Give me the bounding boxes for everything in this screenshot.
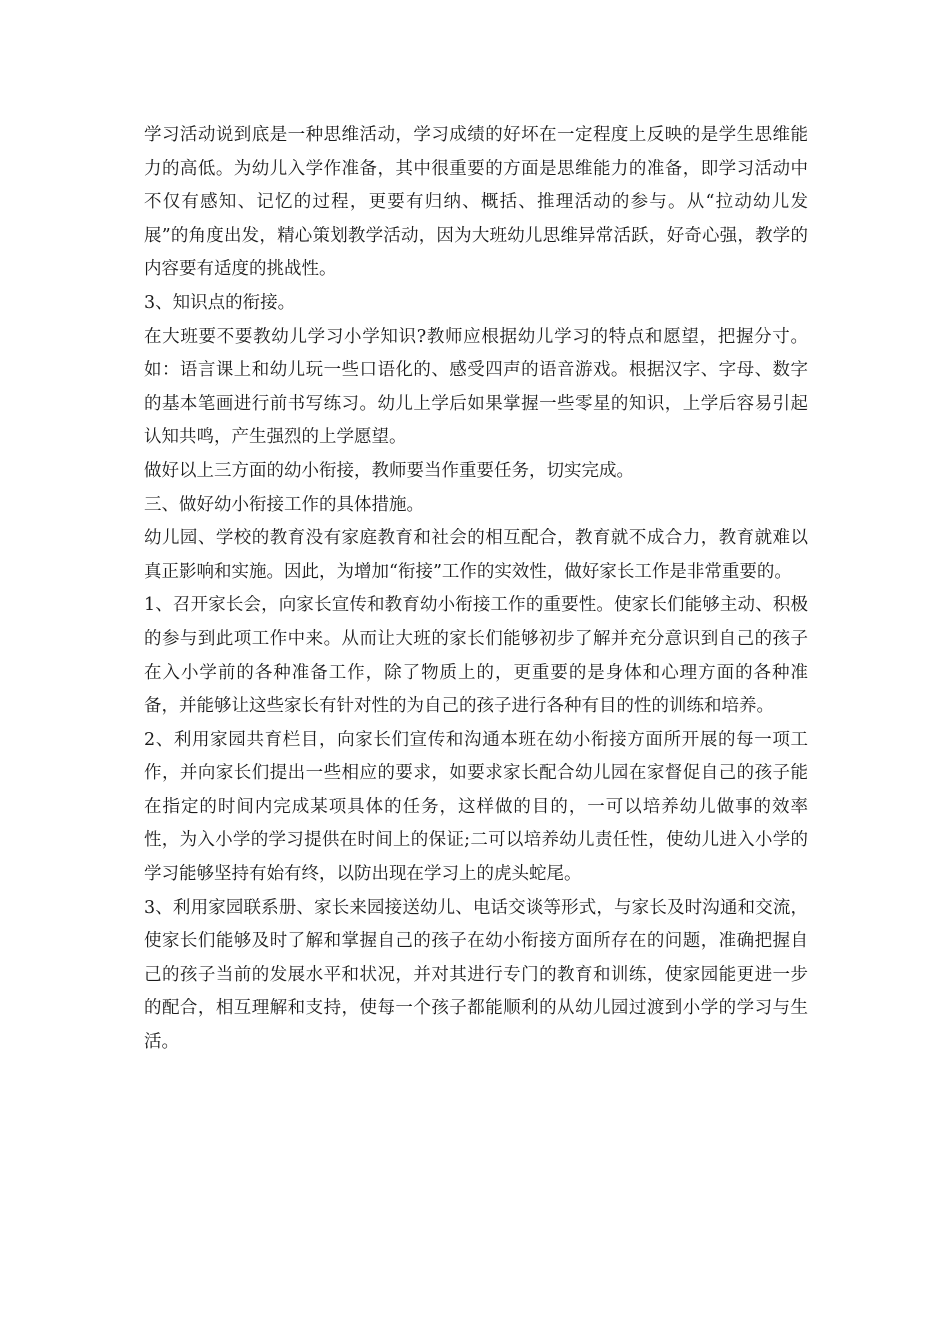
heading-knowledge-connection: 3、知识点的衔接。 — [144, 292, 296, 313]
paragraph-family-cooperation: 幼儿园、学校的教育没有家庭教育和社会的相互配合，教育就不成合力，教育就难以真正影响和实施。因此，为增加“衔接”工作的实效性，做好家长工作是非常重要的。 — [144, 528, 808, 582]
document-body — [144, 119, 808, 1060]
paragraph-parent-meeting: 1、召开家长会，向家长宣传和教育幼小衔接工作的重要性。使家长们能够主动、积极的参与到此项工作中来。从而让大班的家长们能够初步了解并充分意识到自己的孩子在入小学前的各种准备工作，除了物质上的，更重要的是身体和心理方面的各种准备，并能够让这些家长有针对性的为自己的孩子进行各种有目的性的训练和培养。 — [144, 595, 808, 717]
paragraph-three-aspects: 做好以上三方面的幼小衔接，教师要当作重要任务，切实完成。 — [144, 460, 634, 481]
paragraph-home-school-column: 2、利用家园共育栏目，向家长们宣传和沟通本班在幼小衔接方面所开展的每一项工作，并向家长们提出一些相应的要求，如要求家长配合幼儿园在家督促自己的孩子能在指定的时间内完成某项具体的任务，这样做的目的，一可以培养幼儿做事的效率性，为入小学的学习提供在时间上的保证;二可以培养幼儿责任性，使幼儿进入小学的学习能够坚持有始有终，以防出现在学习上的虎头蛇尾。 — [144, 729, 808, 885]
paragraph-thinking-ability: 学习活动说到底是一种思维活动，学习成绩的好坏在一定程度上反映的是学生思维能力的高低。为幼儿入学作准备，其中很重要的方面是思维能力的准备，即学习活动中不仅有感知、记忆的过程，更要有归纳、概括、推理活动的参与。从“拉动幼儿发展”的角度出发，精心策划教学活动，因为大班幼儿思维异常活跃，好奇心强，教学的内容要有适度的挑战性。 — [144, 125, 808, 280]
heading-specific-measures: 三、做好幼小衔接工作的具体措施。 — [144, 494, 424, 515]
paragraph-knowledge-teaching: 在大班要不要教幼儿学习小学知识?教师应根据幼儿学习的特点和愿望，把握分寸。如：语言课上和幼儿玩一些口语化的、感受四声的语音游戏。根据汉字、字母、数字的基本笔画进行前书写练习。幼儿上学后如果掌握一些零星的知识，上学后容易引起认知共鸣，产生强烈的上学愿望。 — [144, 326, 808, 448]
paragraph-communication: 3、利用家园联系册、家长来园接送幼儿、电话交谈等形式，与家长及时沟通和交流，使家长们能够及时了解和掌握自己的孩子在幼小衔接方面所存在的问题，准确把握自己的孩子当前的发展水平和状况，并对其进行专门的教育和训练，使家园能更进一步的配合，相互理解和支持，使每一个孩子都能顺利的从幼儿园过渡到小学的学习与生活。 — [144, 897, 808, 1053]
